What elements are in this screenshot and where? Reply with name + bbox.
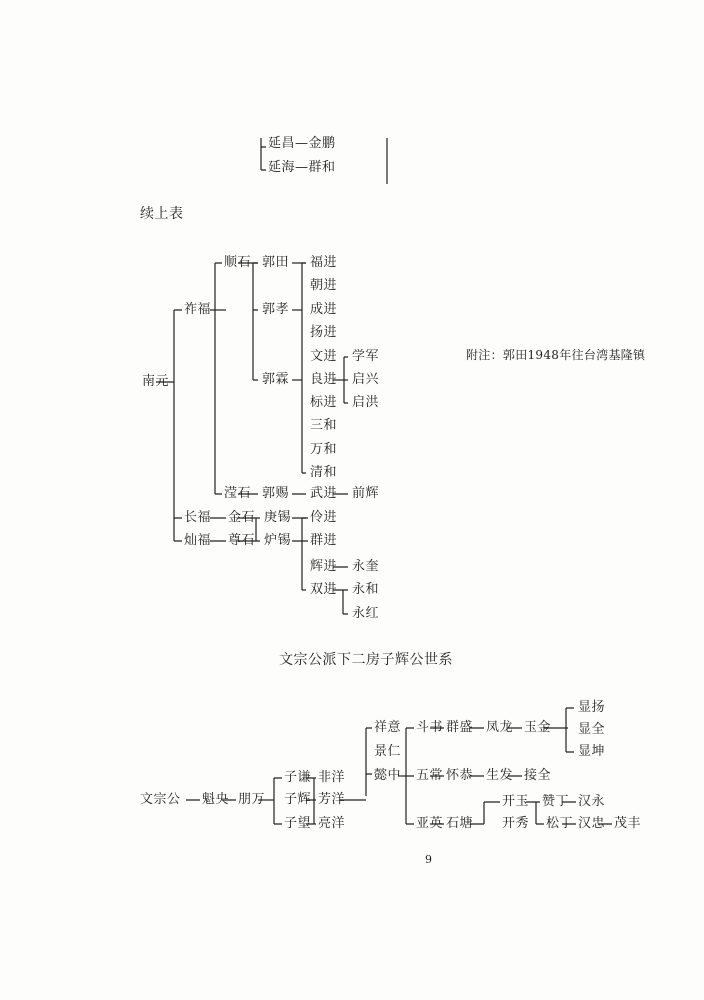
person-jingren: 景仁 bbox=[374, 744, 402, 759]
person-hanzhong: 汉忠 bbox=[578, 816, 606, 831]
person-luxi: 炉锡 bbox=[264, 533, 292, 548]
person-canfu: 灿福 bbox=[184, 533, 212, 548]
person-qunsheng: 群盛 bbox=[446, 720, 474, 735]
person-jizhong: 懿中 bbox=[374, 768, 402, 783]
person-shengfa: 生发 bbox=[486, 768, 514, 783]
person-songding: 松丁 bbox=[546, 816, 574, 831]
person-zunshi: 尊石 bbox=[228, 533, 256, 548]
person-xiankun: 显坤 bbox=[578, 744, 606, 759]
person-qianhui: 前辉 bbox=[352, 486, 380, 501]
person-wujin: 武进 bbox=[310, 486, 338, 501]
person-fangyang: 芳洋 bbox=[318, 792, 346, 807]
person-liangyang: 亮洋 bbox=[318, 816, 346, 831]
person-shitang: 石塘 bbox=[446, 816, 474, 831]
person-qunjin: 群进 bbox=[310, 533, 338, 548]
person-qinghe: 清和 bbox=[310, 465, 338, 480]
person-wenjin: 文进 bbox=[310, 349, 338, 364]
person-lingjin: 伶进 bbox=[310, 510, 338, 525]
page-number: 9 bbox=[425, 853, 433, 866]
section-title-wenzong: 文宗公派下二房子辉公世系 bbox=[279, 652, 453, 668]
person-wuchang: 五常 bbox=[416, 768, 444, 783]
person-guolin: 郭霖 bbox=[262, 372, 290, 387]
person-maofeng: 茂丰 bbox=[614, 816, 642, 831]
person-chengjin: 成进 bbox=[310, 302, 338, 317]
person-shuangjin: 双进 bbox=[310, 582, 338, 597]
person-yonghe: 永和 bbox=[352, 582, 380, 597]
person-yonghong: 永红 bbox=[352, 606, 380, 621]
person-fujin: 福进 bbox=[310, 255, 338, 270]
top-fragment-row-2: 延海—群和 bbox=[268, 160, 336, 175]
person-xiangfu: 祚福 bbox=[184, 302, 212, 317]
person-hanyong: 汉永 bbox=[578, 794, 606, 809]
person-guoci: 郭赐 bbox=[262, 486, 290, 501]
person-xianquan: 显全 bbox=[578, 722, 606, 737]
person-changfu: 长福 bbox=[184, 510, 212, 525]
person-wanhe: 万和 bbox=[310, 442, 338, 457]
person-feiyang: 非洋 bbox=[318, 770, 346, 785]
person-shunshi: 顺石 bbox=[224, 255, 252, 270]
person-zihui: 子辉 bbox=[284, 792, 312, 807]
top-fragment-row-1: 延昌—金鹏 bbox=[268, 136, 336, 151]
person-zanding: 赞丁 bbox=[542, 794, 570, 809]
person-huaigong: 怀恭 bbox=[446, 768, 474, 783]
person-guotian: 郭田 bbox=[262, 255, 290, 270]
person-xianyang: 显扬 bbox=[578, 700, 606, 715]
person-sanhe: 三和 bbox=[310, 418, 338, 433]
person-xuejun: 学军 bbox=[352, 349, 380, 364]
person-yangjin: 扬进 bbox=[310, 325, 338, 340]
person-guoxiao: 郭孝 bbox=[262, 302, 290, 317]
person-yaying: 亚英 bbox=[416, 816, 444, 831]
person-huijin: 辉进 bbox=[310, 559, 338, 574]
person-fenglong: 凤龙 bbox=[486, 720, 514, 735]
person-kuiyang: 魁央 bbox=[202, 792, 230, 807]
person-qihong: 启洪 bbox=[352, 395, 380, 410]
person-yongkui: 永奎 bbox=[352, 559, 380, 574]
person-jinshi: 金石 bbox=[228, 510, 256, 525]
person-qixing: 启兴 bbox=[352, 372, 380, 387]
person-yingshi: 滢石 bbox=[224, 486, 252, 501]
footnote: 附注：郭田1948年往台湾基隆镇 bbox=[466, 348, 646, 362]
person-nanyuan: 南元 bbox=[142, 374, 170, 389]
person-kaixiu: 开秀 bbox=[502, 816, 530, 831]
person-jiequan: 接全 bbox=[524, 768, 552, 783]
person-xiangyi: 祥意 bbox=[374, 720, 402, 735]
person-biaojin: 标进 bbox=[310, 395, 338, 410]
person-liangjin: 良进 bbox=[310, 372, 338, 387]
person-wenzonggong: 文宗公 bbox=[140, 792, 181, 807]
section-heading-continued: 续上表 bbox=[140, 206, 184, 222]
person-chaojin: 朝进 bbox=[310, 278, 338, 293]
person-yujin: 玉金 bbox=[524, 720, 552, 735]
person-kaiyu: 开玉 bbox=[502, 794, 530, 809]
person-gengxi: 庚锡 bbox=[264, 510, 292, 525]
person-ziwang: 子望 bbox=[284, 816, 312, 831]
person-ziqian: 子谦 bbox=[284, 770, 312, 785]
person-pengwan: 朋万 bbox=[238, 792, 266, 807]
person-doushu: 斗书 bbox=[416, 720, 444, 735]
